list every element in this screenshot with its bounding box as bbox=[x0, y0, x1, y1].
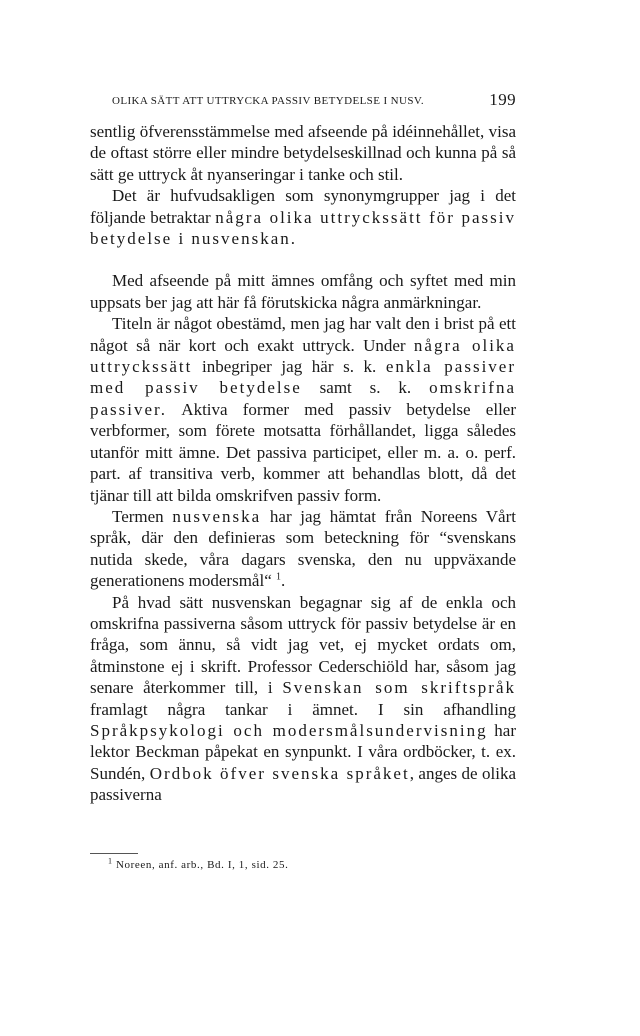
paragraph-1: sentlig öfverensstämmelse med afseende på idéinnehållet, visa de oftast större eller mindre betydelseskillnad och kunna på så sätt ge uttryck åt nyanseringar i tanke och stil. bbox=[90, 122, 516, 184]
paragraph-4 bbox=[90, 313, 516, 506]
paragraph-4-text: Aktiva former med passiv betydelse eller verbformer, som förete motsatta förhållandet, ligga således utanför mitt ämne. Det passiva participet, eller m. a. o. perf. part. af transitiva verb, kommer att behandlas blott, då det tjänar till att bilda omskrifven passiv form. bbox=[90, 399, 516, 505]
paragraph-6 bbox=[90, 592, 516, 806]
paragraph-6-text: På hvad sätt nusvenskan begagnar sig af de enkla och omskrifna passiverna såsom uttryck för passiv betydelse är en fråga, som ännu, så vidt jag vet, ej mycket ordats om, åtminstone ej i skrift. Professor Cederschiöld har, såsom jag senare återkommer till, i bbox=[90, 592, 516, 698]
spaced-emphasis: Svenskan som skriftspråk bbox=[282, 678, 516, 698]
running-head-title: OLIKA SÄTT ATT UTTRYCKA PASSIV BETYDELSE I NUSV. bbox=[112, 95, 424, 107]
footnote bbox=[108, 856, 508, 871]
spaced-emphasis: Språkpsykologi och modersmålsundervisning bbox=[90, 720, 488, 740]
paragraph-6-text: har lektor Beckman påpekat en synpunkt. I våra ordböcker, t. ex. Sundén, bbox=[90, 720, 516, 783]
footnote-marker: 1 bbox=[108, 856, 113, 866]
paragraph-5-text: har jag hämtat från Noreens Vårt språk, där den definieras som beteckning för “svenskans nutida skede, våra dagars svenska, den nu uppväxande generationens modersmål“ bbox=[90, 506, 516, 591]
spaced-emphasis: några olika uttryckssätt för passiv betydelse i nusvenskan. bbox=[90, 207, 516, 249]
paragraph-4-text: Titeln är något obestämd, men jag har valt den i brist på ett något så när kort och exakt uttryck. Under bbox=[90, 314, 516, 355]
spaced-emphasis: enkla passiver med passiv betydelse bbox=[90, 357, 517, 398]
paragraph-2-text: Det är hufvudsakligen som synonymgrupper jag i det följande betraktar bbox=[90, 186, 516, 227]
paragraph-5-text: . bbox=[281, 571, 286, 591]
footnote-text: Noreen, anf. arb., Bd. I, 1, sid. 25. bbox=[115, 859, 289, 871]
paragraph-6-text: framlagt några tankar i ämnet. I sin afhandling bbox=[90, 699, 516, 719]
spaced-emphasis: nusvenska bbox=[172, 506, 262, 526]
footnote-reference[interactable]: 1 bbox=[276, 571, 281, 583]
paragraph-5-text: Termen bbox=[112, 506, 173, 526]
running-head bbox=[112, 90, 516, 116]
spaced-emphasis: omskrifna passiver. bbox=[90, 378, 516, 419]
paragraph-2 bbox=[90, 185, 516, 249]
paragraph-4-text: samt s. k. bbox=[301, 378, 430, 398]
page-number: 199 bbox=[489, 90, 516, 109]
spaced-emphasis: några olika uttryckssätt bbox=[90, 335, 516, 377]
body-text bbox=[90, 121, 516, 806]
paragraph-5 bbox=[90, 506, 516, 592]
footnote-divider bbox=[90, 853, 138, 854]
paragraph-6-text: , anges de olika passiverna bbox=[90, 763, 517, 805]
paragraph-3: Med afseende på mitt ämnes omfång och syftet med min uppsats ber jag att här få förutskicka några anmärkningar. bbox=[90, 271, 516, 312]
paragraph-4-text: inbegriper jag här s. k. bbox=[192, 357, 386, 377]
spaced-emphasis: Ordbok öfver svenska språket bbox=[149, 763, 410, 783]
